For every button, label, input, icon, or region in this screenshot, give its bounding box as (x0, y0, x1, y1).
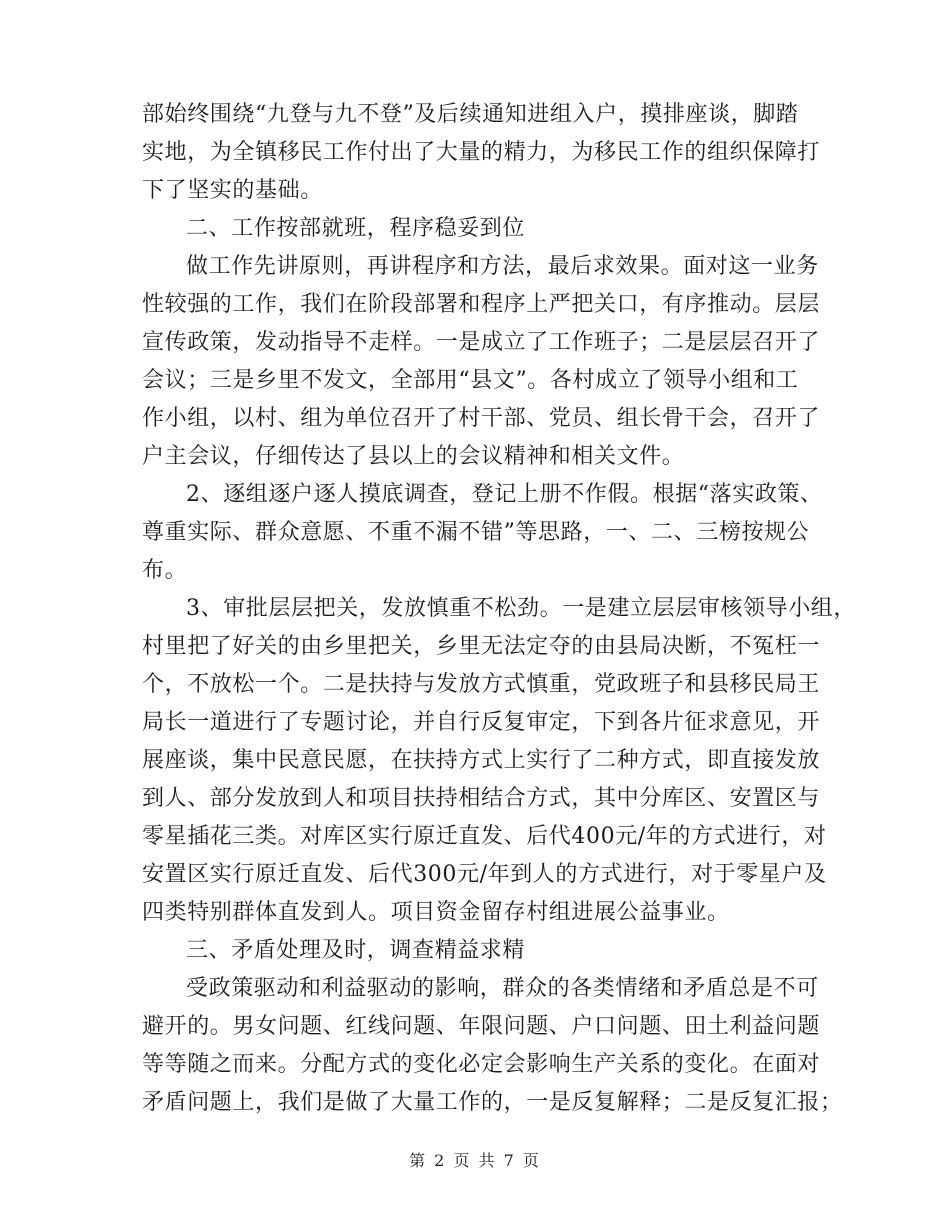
text-line: 下了坚实的基础。 (142, 178, 323, 203)
section-heading: 二、工作按部就班，程序稳妥到位 (186, 216, 526, 241)
text-line: 户主会议，仔细传达了县以上的会议精神和相关文件。 (142, 444, 685, 469)
section-heading: 三、矛盾处理及时，调查精益求精 (186, 938, 526, 963)
text-line: 2、逐组逐户逐人摸底调查，登记上册不作假。根据“落实政策、 (186, 482, 823, 507)
text-line: 部始终围绕“九登与九不登”及后续通知进组入户，摸排座谈，脚踏 (142, 102, 799, 127)
text-line: 避开的。男女问题、红线问题、年限问题、户口问题、田土利益问题 (142, 1014, 821, 1039)
document-body (142, 96, 856, 1122)
text-line: 受政策驱动和利益驱动的影响，群众的各类情绪和矛盾总是不可 (186, 976, 819, 1001)
text-line: 等等随之而来。分配方式的变化必定会影响生产关系的变化。在面对 (142, 1052, 821, 1077)
text-line: 村里把了好关的由乡里把关，乡里无法定夺的由县局决断，不冤枉一 (142, 634, 821, 659)
text-line: 宣传政策，发动指导不走样。一是成立了工作班子；二是层层召开了 (142, 330, 821, 355)
text-line: 性较强的工作，我们在阶段部署和程序上严把关口，有序推动。层层 (142, 292, 821, 317)
text-line: 作小组，以村、组为单位召开了村干部、党员、组长骨干会，召开了 (142, 406, 821, 431)
text-line: 布。 (142, 558, 188, 583)
text-line: 做工作先讲原则，再讲程序和方法，最后求效果。面对这一业务 (186, 254, 819, 279)
text-line: 矛盾问题上，我们是做了大量工作的，一是反复解释；二是反复汇报； (142, 1090, 843, 1115)
text-line: 局长一道进行了专题讨论，并自行反复审定，下到各片征求意见，开 (142, 710, 821, 735)
text-line: 四类特别群体直发到人。项目资金留存村组进展公益事业。 (142, 900, 730, 925)
page-number-footer: 第 2 页 共 7 页 (409, 1151, 541, 1170)
text-line: 个，不放松一个。二是扶持与发放方式慎重，党政班子和县移民局王 (142, 672, 821, 697)
text-line: 零星插花三类。对库区实行原迁直发、后代400元/年的方式进行，对 (142, 824, 827, 849)
text-line: 实地，为全镇移民工作付出了大量的精力，为移民工作的组织保障打 (142, 140, 821, 165)
text-line: 展座谈，集中民意民愿，在扶持方式上实行了二种方式，即直接发放 (142, 748, 821, 773)
text-line: 安置区实行原迁直发、后代300元/年到人的方式进行，对于零星户及 (142, 862, 827, 887)
text-line: 尊重实际、群众意愿、不重不漏不错”等思路，一、二、三榜按规公 (142, 520, 810, 545)
text-line: 会议；三是乡里不发文，全部用“县文”。各村成立了领导小组和工 (142, 368, 799, 393)
text-line: 到人、部分发放到人和项目扶持相结合方式，其中分库区、安置区与 (142, 786, 821, 811)
text-line: 3、审批层层把关，发放慎重不松劲。一是建立层层审核领导小组， (186, 596, 856, 621)
